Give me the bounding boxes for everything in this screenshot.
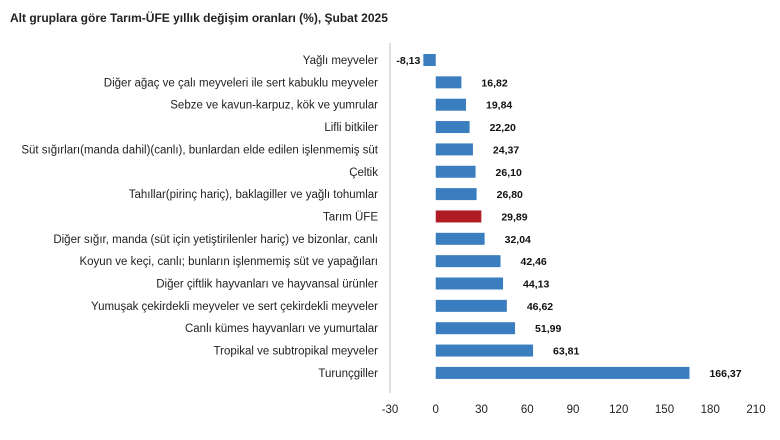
- labels-layer: [21, 55, 741, 380]
- bar: [436, 166, 476, 178]
- value-label: 32,04: [504, 233, 531, 246]
- category-label: Sebze ve kavun-karpuz, kök ve yumrular: [170, 99, 378, 112]
- bar: [436, 322, 515, 334]
- bar: [423, 54, 435, 66]
- value-label: 22,20: [489, 122, 516, 135]
- category-label: Çeltik: [349, 166, 378, 179]
- value-label: -8,13: [396, 55, 421, 67]
- value-label: 19,84: [486, 99, 513, 112]
- value-label: 63,81: [553, 345, 580, 358]
- category-label: Tropikal ve subtropikal meyveler: [213, 345, 378, 358]
- bar: [436, 76, 462, 88]
- bar: [436, 99, 466, 111]
- value-label: 26,80: [496, 189, 523, 202]
- bar: [436, 143, 473, 155]
- value-label: 24,37: [492, 144, 520, 157]
- category-label: Yumuşak çekirdekli meyveler ve sert çekirdekli meyveler: [91, 300, 378, 313]
- value-label: 16,82: [481, 77, 508, 90]
- x-tick-label: 120: [609, 404, 629, 416]
- bar: [436, 300, 507, 312]
- category-label: Tarım ÜFE: [323, 211, 378, 224]
- x-tick-label: 180: [700, 404, 720, 416]
- category-label: Canlı kümes hayvanları ve yumurtalar: [184, 323, 378, 336]
- x-tick-label: 0: [432, 404, 439, 416]
- category-label: Lifli bitkiler: [324, 122, 378, 135]
- category-label: Diğer sığır, manda (süt için yetiştirilenler hariç) ve bizonlar, canlı: [53, 233, 378, 246]
- category-label: Süt sığırları(manda dahil)(canlı), bunlardan elde edilen işlenmemiş süt: [21, 144, 378, 157]
- value-label: 26,10: [495, 166, 522, 179]
- x-tick-label: 150: [654, 404, 675, 416]
- value-label: 42,46: [520, 256, 547, 269]
- bar: [436, 233, 485, 245]
- x-tick-label: 30: [475, 404, 488, 416]
- bar: [436, 345, 533, 357]
- value-label: 46,62: [526, 300, 554, 313]
- category-label: Koyun ve keçi, canlı; bunların işlenmemiş süt ve yapağıları: [79, 256, 378, 269]
- x-tick-label: 90: [566, 404, 580, 416]
- bar: [436, 121, 470, 133]
- value-label: 29,89: [501, 211, 528, 224]
- bar: [436, 278, 503, 290]
- value-label: 51,99: [535, 323, 562, 336]
- bar: [436, 255, 501, 267]
- x-tick-label: 60: [520, 404, 534, 416]
- value-label: 166,37: [709, 367, 742, 380]
- x-tick-label: 210: [746, 404, 766, 416]
- chart-title: Alt gruplara göre Tarım-ÜFE yıllık değişim oranları (%), Şubat 2025: [10, 11, 388, 25]
- x-tick-label: -30: [381, 404, 399, 416]
- bar: [436, 367, 690, 379]
- value-label: 44,13: [523, 278, 550, 291]
- category-label: Yağlı meyveler: [302, 55, 378, 67]
- bar-highlight: [436, 210, 482, 222]
- bar: [436, 188, 477, 200]
- category-label: Turunçgiller: [318, 367, 378, 380]
- category-label: Diğer çiftlik hayvanları ve hayvansal ürünler: [156, 278, 378, 291]
- category-label: Diğer ağaç ve çalı meyveleri ile sert kabuklu meyveler: [103, 77, 378, 90]
- category-label: Tahıllar(pirinç hariç), baklagiller ve yağlı tohumlar: [128, 189, 378, 202]
